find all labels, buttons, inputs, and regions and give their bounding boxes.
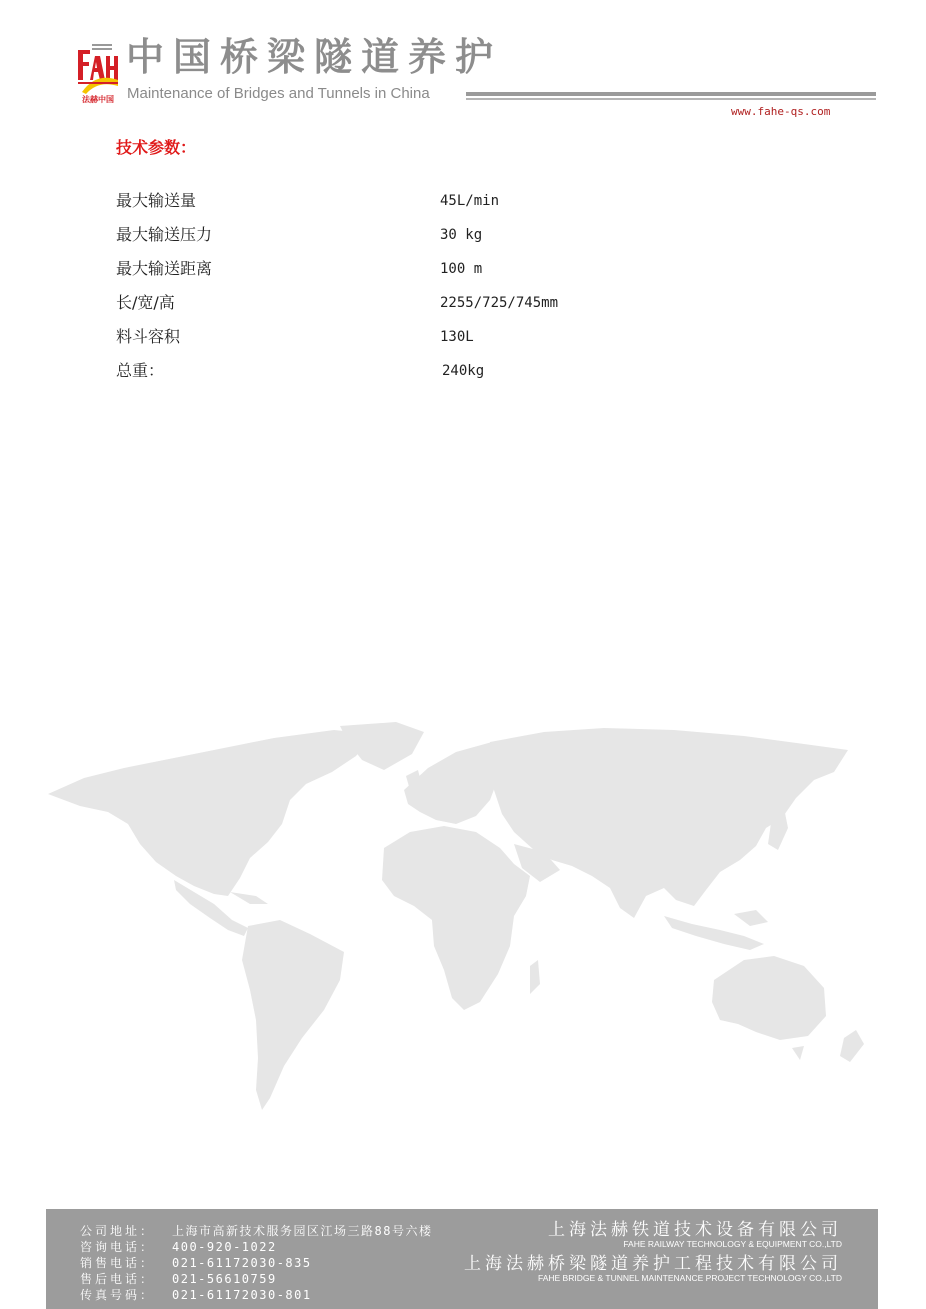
- section-title: 技术参数：: [116, 138, 197, 157]
- contact-address: [80, 1223, 432, 1239]
- contact-label: 公司地址：: [80, 1224, 156, 1238]
- logo-sub-label: 法赫中国: [82, 95, 114, 104]
- contact-label: 售后电话：: [80, 1272, 156, 1286]
- contact-value: 021-61172030-801: [172, 1288, 312, 1302]
- header-rule: [466, 92, 876, 96]
- spec-row: [116, 224, 716, 258]
- brand-title-cn: 中国桥梁隧道养护: [126, 35, 503, 79]
- spec-name: 总重：: [116, 361, 165, 380]
- spec-value: 30 kg: [440, 227, 483, 243]
- footer-bar: [46, 1209, 878, 1309]
- contact-fax: [80, 1287, 432, 1303]
- spec-table: [116, 190, 716, 394]
- header-rule-thin: [466, 98, 876, 100]
- contact-aftersales: [80, 1271, 432, 1287]
- brand-title-en: Maintenance of Bridges and Tunnels in China: [127, 85, 430, 102]
- website-url[interactable]: www.fahe-qs.com: [731, 105, 831, 118]
- contact-value: 上海市高新技术服务园区江场三路88号六楼: [172, 1224, 433, 1238]
- letterhead-header: [0, 0, 926, 130]
- spec-value: 100 m: [440, 261, 483, 277]
- spec-name: 长/宽/高: [116, 293, 175, 312]
- contact-value: 400-920-1022: [172, 1240, 277, 1254]
- spec-row: [116, 190, 716, 224]
- spec-name: 最大输送量: [116, 191, 197, 210]
- spec-row: [116, 360, 716, 394]
- spec-row: [116, 326, 716, 360]
- spec-value: 130L: [440, 329, 474, 345]
- contact-label: 销售电话：: [80, 1256, 156, 1270]
- company-names: [464, 1221, 842, 1289]
- spec-value: 45L/min: [440, 193, 500, 209]
- contact-sales: [80, 1255, 432, 1271]
- company1-name-cn: 上海法赫铁道技术设备有限公司: [548, 1220, 842, 1240]
- spec-value: 2255/725/745mm: [440, 295, 559, 311]
- spec-value: 240kg: [442, 363, 485, 379]
- world-map-watermark: [44, 720, 884, 1115]
- contact-value: 021-61172030-835: [172, 1256, 312, 1270]
- spec-name: 最大输送距离: [116, 259, 213, 278]
- contact-label: 咨询电话：: [80, 1240, 156, 1254]
- contact-value: 021-56610759: [172, 1272, 277, 1286]
- contact-hotline: [80, 1239, 432, 1255]
- company1-name-en: FAHE RAILWAY TECHNOLOGY & EQUIPMENT CO.,LTD: [623, 1239, 842, 1249]
- fahe-logo: [76, 42, 120, 104]
- company2-name-cn: 上海法赫桥梁隧道养护工程技术有限公司: [464, 1254, 842, 1274]
- contact-label: 传真号码：: [80, 1288, 156, 1302]
- spec-row: [116, 258, 716, 292]
- spec-name: 最大输送压力: [116, 225, 213, 244]
- contact-list: [80, 1223, 432, 1303]
- company2-name-en: FAHE BRIDGE & TUNNEL MAINTENANCE PROJECT TECHNOLOGY CO.,LTD: [537, 1273, 842, 1283]
- spec-row: [116, 292, 716, 326]
- spec-name: 料斗容积: [116, 327, 181, 346]
